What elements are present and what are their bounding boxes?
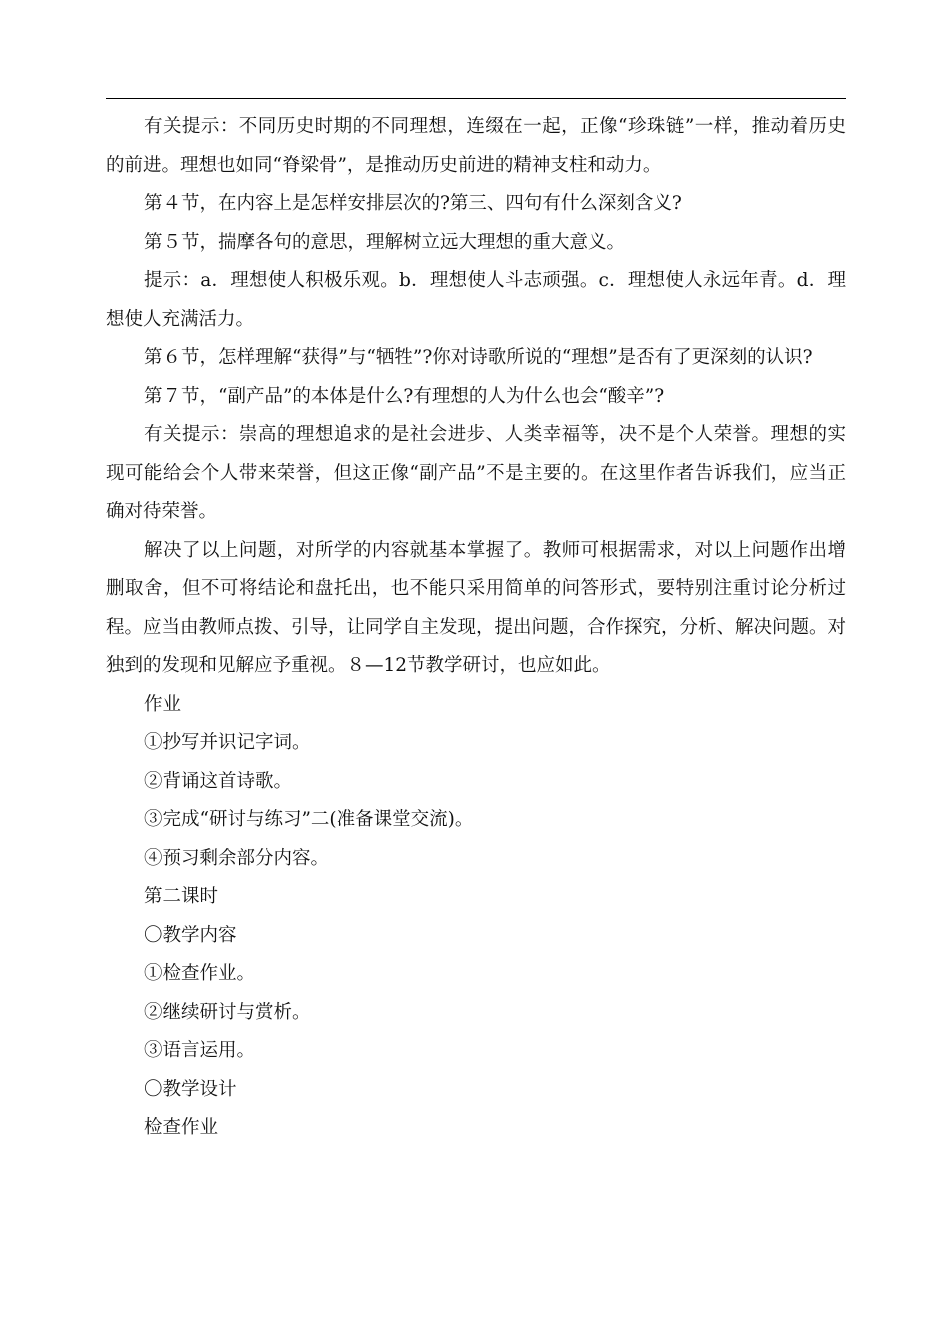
paragraph: 第４节，在内容上是怎样安排层次的?第三、四句有什么深刻含义? [144,193,682,214]
paragraph: 有关提示：不同历史时期的不同理想，连缀在一起，正像“珍珠链”一样，推动着历史的前进。理想也如同“脊梁骨”，是推动历史前进的精神支柱和动力。 [106,116,846,176]
list-item: ①抄写并识记字词。 [144,732,311,753]
header-rule [106,98,846,99]
paragraph: 第５节，揣摩各句的意思，理解树立远大理想的重大意义。 [144,231,626,253]
section-heading-second-lesson: 第二课时 [144,886,219,907]
list-item: ②背诵这首诗歌。 [144,770,293,792]
section-heading-homework: 作业 [144,693,182,715]
paragraph: 有关提示：崇高的理想追求的是社会进步、人类幸福等，决不是个人荣誉。理想的实现可能给会个人带来荣誉，但这正像“副产品”不是主要的。在这里作者告诉我们，应当正确对待荣誉。 [106,424,846,522]
paragraph: 提示：a．理想使人积极乐观。b．理想使人斗志顽强。c．理想使人永远年青。d．理想使人充满活力。 [106,270,846,330]
list-item: ①检查作业。 [144,963,256,984]
paragraph: 第６节，怎样理解“获得”与“牺牲”?你对诗歌所说的“理想”是否有了更深刻的认识? [144,347,813,368]
list-item: ④预习剩余部分内容。 [144,847,330,869]
list-item: ③完成“研讨与练习”二(准备课堂交流)。 [144,809,474,830]
section-heading-check-homework: 检查作业 [144,1117,219,1138]
list-item: ②继续研讨与赏析。 [144,1001,311,1023]
paragraph: 第７节，“副产品”的本体是什么?有理想的人为什么也会“酸辛”? [144,385,665,407]
section-heading-content: 〇教学内容 [144,924,237,946]
list-item: ③语言运用。 [144,1040,256,1061]
section-heading-design: 〇教学设计 [144,1078,237,1100]
document-body [106,108,846,1148]
paragraph: 解决了以上问题，对所学的内容就基本掌握了。教师可根据需求，对以上问题作出增删取舍，但不可将结论和盘托出，也不能只采用简单的问答形式，要特别注重讨论分析过程。应当由教师点拨、引导，让同学自主发现，提出问题，合作探究，分析、解决问题。对独到的发现和见解应予重视。８—12节教学研讨，也应如此。 [106,539,847,676]
